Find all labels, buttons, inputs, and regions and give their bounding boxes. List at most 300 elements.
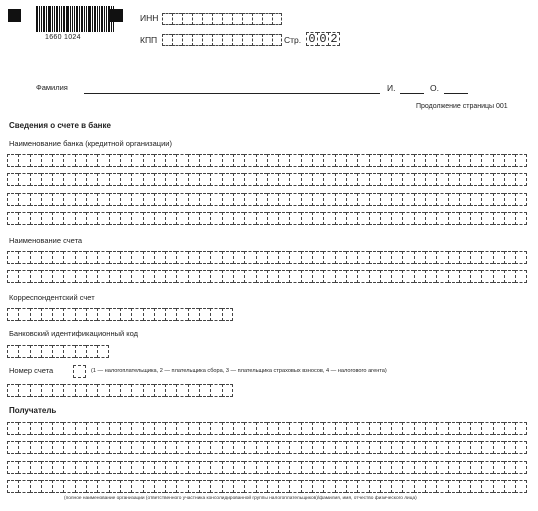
input-cell[interactable] — [75, 173, 86, 186]
input-cell[interactable] — [63, 345, 74, 358]
input-cell[interactable] — [459, 422, 470, 435]
input-cell[interactable] — [425, 270, 436, 283]
input-cell[interactable] — [154, 422, 165, 435]
input-cell[interactable] — [86, 154, 97, 167]
input-cell[interactable] — [210, 212, 221, 225]
input-cell[interactable] — [448, 251, 459, 264]
input-cell[interactable] — [131, 251, 142, 264]
input-cell[interactable] — [232, 34, 242, 46]
input-cell[interactable] — [242, 13, 252, 25]
input-cell[interactable] — [470, 422, 481, 435]
input-cell[interactable] — [504, 461, 515, 474]
input-cell[interactable] — [131, 422, 142, 435]
input-cell[interactable] — [470, 193, 481, 206]
input-cell[interactable] — [18, 461, 29, 474]
input-cell[interactable] — [165, 154, 176, 167]
input-cell[interactable] — [459, 154, 470, 167]
input-cell[interactable] — [256, 480, 267, 493]
input-cell[interactable] — [380, 480, 391, 493]
input-cell[interactable] — [165, 480, 176, 493]
input-cell[interactable] — [402, 251, 413, 264]
input-cell[interactable] — [357, 173, 368, 186]
input-cell[interactable] — [86, 212, 97, 225]
bank-name-row[interactable] — [7, 154, 527, 167]
input-cell[interactable] — [369, 173, 380, 186]
input-cell[interactable] — [63, 308, 74, 321]
input-cell[interactable] — [212, 13, 222, 25]
input-cell[interactable] — [335, 251, 346, 264]
input-cell[interactable] — [154, 173, 165, 186]
input-cell[interactable] — [86, 270, 97, 283]
input-cell[interactable] — [414, 422, 425, 435]
input-cell[interactable] — [97, 480, 108, 493]
input-cell[interactable] — [278, 173, 289, 186]
input-cell[interactable] — [131, 384, 142, 397]
input-cell[interactable] — [470, 461, 481, 474]
input-cell[interactable] — [210, 251, 221, 264]
input-cell[interactable] — [176, 154, 187, 167]
input-cell[interactable] — [7, 154, 18, 167]
input-cell[interactable] — [30, 212, 41, 225]
input-cell[interactable] — [52, 422, 63, 435]
input-cell[interactable] — [448, 480, 459, 493]
input-cell[interactable] — [75, 480, 86, 493]
input-cell[interactable] — [210, 270, 221, 283]
input-cell[interactable] — [165, 384, 176, 397]
input-cell[interactable] — [346, 480, 357, 493]
input-cell[interactable] — [436, 461, 447, 474]
account-number-field[interactable] — [7, 384, 233, 397]
input-cell[interactable] — [335, 422, 346, 435]
input-cell[interactable] — [41, 461, 52, 474]
input-cell[interactable] — [199, 270, 210, 283]
input-cell[interactable] — [256, 270, 267, 283]
input-cell[interactable] — [267, 270, 278, 283]
input-cell[interactable] — [346, 154, 357, 167]
input-cell[interactable] — [267, 480, 278, 493]
input-cell[interactable] — [357, 461, 368, 474]
input-cell[interactable] — [199, 308, 210, 321]
input-cell[interactable] — [233, 212, 244, 225]
input-cell[interactable] — [86, 480, 97, 493]
input-cell[interactable] — [436, 212, 447, 225]
input-cell[interactable] — [18, 193, 29, 206]
input-cell[interactable] — [18, 480, 29, 493]
input-cell[interactable] — [289, 441, 300, 454]
input-cell[interactable] — [278, 441, 289, 454]
input-cell[interactable] — [30, 422, 41, 435]
input-cell[interactable] — [335, 212, 346, 225]
input-cell[interactable] — [86, 308, 97, 321]
input-cell[interactable] — [97, 270, 108, 283]
input-cell[interactable] — [267, 461, 278, 474]
input-cell[interactable] — [470, 154, 481, 167]
input-cell[interactable] — [165, 251, 176, 264]
input-cell[interactable] — [244, 422, 255, 435]
input-cell[interactable] — [131, 212, 142, 225]
input-cell[interactable] — [335, 480, 346, 493]
input-cell[interactable] — [202, 34, 212, 46]
input-cell[interactable] — [267, 212, 278, 225]
input-cell[interactable] — [267, 154, 278, 167]
input-cell[interactable] — [493, 173, 504, 186]
input-cell[interactable] — [481, 173, 492, 186]
input-cell[interactable] — [97, 441, 108, 454]
bik-field[interactable] — [7, 345, 109, 358]
input-cell[interactable] — [41, 441, 52, 454]
input-cell[interactable] — [402, 461, 413, 474]
input-cell[interactable] — [481, 212, 492, 225]
input-cell[interactable] — [515, 480, 526, 493]
input-cell[interactable] — [504, 480, 515, 493]
input-cell[interactable] — [470, 251, 481, 264]
input-cell[interactable] — [252, 34, 262, 46]
input-cell[interactable] — [143, 480, 154, 493]
input-cell[interactable] — [7, 461, 18, 474]
input-cell[interactable] — [7, 212, 18, 225]
input-cell[interactable] — [504, 441, 515, 454]
input-cell[interactable] — [109, 173, 120, 186]
input-cell[interactable] — [312, 193, 323, 206]
input-cell[interactable] — [30, 154, 41, 167]
input-cell[interactable] — [30, 193, 41, 206]
input-cell[interactable] — [41, 212, 52, 225]
bank-name-row[interactable] — [7, 212, 527, 225]
input-cell[interactable] — [75, 345, 86, 358]
input-cell[interactable] — [391, 173, 402, 186]
input-cell[interactable] — [162, 34, 172, 46]
input-cell[interactable] — [414, 461, 425, 474]
input-cell[interactable] — [222, 461, 233, 474]
input-cell[interactable] — [172, 34, 182, 46]
input-cell[interactable] — [357, 154, 368, 167]
input-cell[interactable] — [301, 154, 312, 167]
input-cell[interactable] — [86, 251, 97, 264]
input-cell[interactable] — [199, 154, 210, 167]
input-cell[interactable] — [470, 441, 481, 454]
input-cell[interactable] — [52, 384, 63, 397]
input-cell[interactable] — [109, 270, 120, 283]
input-cell[interactable] — [7, 441, 18, 454]
input-cell[interactable] — [278, 270, 289, 283]
input-cell[interactable] — [143, 441, 154, 454]
input-cell[interactable] — [86, 173, 97, 186]
input-cell[interactable] — [154, 308, 165, 321]
input-cell[interactable] — [301, 193, 312, 206]
input-cell[interactable] — [414, 173, 425, 186]
input-cell[interactable] — [391, 154, 402, 167]
input-cell[interactable] — [278, 422, 289, 435]
input-cell[interactable] — [267, 441, 278, 454]
input-cell[interactable] — [267, 251, 278, 264]
input-cell[interactable] — [7, 270, 18, 283]
input-cell[interactable] — [176, 384, 187, 397]
input-cell[interactable] — [481, 422, 492, 435]
input-cell[interactable] — [154, 384, 165, 397]
input-cell[interactable] — [515, 173, 526, 186]
input-cell[interactable] — [267, 422, 278, 435]
input-cell[interactable] — [18, 441, 29, 454]
input-cell[interactable] — [391, 422, 402, 435]
input-cell[interactable] — [481, 270, 492, 283]
input-cell[interactable] — [278, 193, 289, 206]
input-cell[interactable] — [97, 461, 108, 474]
input-cell[interactable] — [493, 422, 504, 435]
input-cell[interactable] — [63, 384, 74, 397]
input-cell[interactable] — [448, 422, 459, 435]
input-cell[interactable] — [380, 251, 391, 264]
input-cell[interactable] — [369, 251, 380, 264]
account-name-row[interactable] — [7, 251, 527, 264]
input-cell[interactable] — [63, 270, 74, 283]
input-cell[interactable] — [459, 173, 470, 186]
input-cell[interactable] — [210, 384, 221, 397]
input-cell[interactable] — [131, 173, 142, 186]
input-cell[interactable] — [199, 173, 210, 186]
input-cell[interactable] — [391, 441, 402, 454]
input-cell[interactable] — [459, 212, 470, 225]
input-cell[interactable] — [188, 384, 199, 397]
input-cell[interactable] — [380, 154, 391, 167]
input-cell[interactable] — [414, 480, 425, 493]
input-cell[interactable] — [52, 193, 63, 206]
input-cell[interactable] — [493, 270, 504, 283]
input-cell[interactable] — [165, 422, 176, 435]
input-cell[interactable] — [30, 441, 41, 454]
input-cell[interactable] — [63, 461, 74, 474]
input-cell[interactable] — [493, 212, 504, 225]
input-cell[interactable] — [402, 480, 413, 493]
input-cell[interactable] — [192, 34, 202, 46]
input-cell[interactable] — [242, 34, 252, 46]
input-cell[interactable] — [402, 212, 413, 225]
input-cell[interactable] — [176, 441, 187, 454]
input-cell[interactable] — [515, 212, 526, 225]
input-cell[interactable] — [233, 193, 244, 206]
input-cell[interactable] — [131, 193, 142, 206]
input-cell[interactable] — [504, 212, 515, 225]
input-cell[interactable] — [481, 461, 492, 474]
input-cell[interactable] — [192, 13, 202, 25]
input-cell[interactable] — [120, 422, 131, 435]
input-cell[interactable] — [75, 461, 86, 474]
input-cell[interactable] — [97, 173, 108, 186]
input-cell[interactable] — [335, 270, 346, 283]
input-cell[interactable] — [493, 461, 504, 474]
input-cell[interactable] — [272, 13, 282, 25]
input-cell[interactable] — [244, 441, 255, 454]
input-cell[interactable] — [369, 193, 380, 206]
input-cell[interactable] — [41, 154, 52, 167]
input-cell[interactable] — [493, 480, 504, 493]
input-cell[interactable] — [120, 308, 131, 321]
input-cell[interactable] — [86, 193, 97, 206]
input-cell[interactable] — [391, 480, 402, 493]
input-cell[interactable] — [459, 270, 470, 283]
input-cell[interactable] — [75, 441, 86, 454]
input-cell[interactable] — [7, 480, 18, 493]
input-cell[interactable] — [425, 173, 436, 186]
input-cell[interactable] — [7, 422, 18, 435]
input-cell[interactable] — [63, 480, 74, 493]
input-cell[interactable] — [504, 422, 515, 435]
input-cell[interactable] — [41, 251, 52, 264]
input-cell[interactable] — [448, 441, 459, 454]
input-cell[interactable] — [312, 480, 323, 493]
input-cell[interactable] — [323, 193, 334, 206]
input-cell[interactable] — [222, 251, 233, 264]
input-cell[interactable] — [289, 251, 300, 264]
input-cell[interactable] — [41, 384, 52, 397]
input-cell[interactable] — [199, 251, 210, 264]
input-cell[interactable] — [335, 173, 346, 186]
input-cell[interactable] — [222, 154, 233, 167]
input-cell[interactable] — [414, 251, 425, 264]
input-cell[interactable] — [131, 154, 142, 167]
input-cell[interactable] — [154, 251, 165, 264]
input-cell[interactable] — [425, 480, 436, 493]
input-cell[interactable] — [346, 441, 357, 454]
input-cell[interactable] — [120, 441, 131, 454]
input-cell[interactable] — [97, 422, 108, 435]
input-cell[interactable] — [256, 154, 267, 167]
input-cell[interactable] — [143, 422, 154, 435]
input-cell[interactable] — [244, 461, 255, 474]
input-cell[interactable] — [222, 480, 233, 493]
input-cell[interactable] — [188, 308, 199, 321]
input-cell[interactable] — [289, 270, 300, 283]
input-cell[interactable] — [289, 212, 300, 225]
input-cell[interactable] — [244, 173, 255, 186]
input-cell[interactable] — [301, 441, 312, 454]
input-cell[interactable] — [323, 251, 334, 264]
input-cell[interactable] — [233, 270, 244, 283]
input-cell[interactable] — [233, 251, 244, 264]
input-cell[interactable] — [222, 308, 233, 321]
input-cell[interactable] — [143, 154, 154, 167]
input-cell[interactable] — [97, 212, 108, 225]
input-cell[interactable] — [425, 251, 436, 264]
input-cell[interactable] — [63, 193, 74, 206]
input-cell[interactable] — [357, 422, 368, 435]
input-cell[interactable] — [143, 461, 154, 474]
input-cell[interactable] — [176, 173, 187, 186]
input-cell[interactable] — [52, 345, 63, 358]
input-cell[interactable] — [188, 251, 199, 264]
input-cell[interactable] — [380, 193, 391, 206]
input-cell[interactable] — [436, 251, 447, 264]
input-cell[interactable] — [120, 480, 131, 493]
input-cell[interactable] — [493, 441, 504, 454]
input-cell[interactable] — [120, 384, 131, 397]
input-cell[interactable] — [165, 212, 176, 225]
input-cell[interactable] — [346, 270, 357, 283]
input-cell[interactable] — [262, 34, 272, 46]
input-cell[interactable] — [380, 173, 391, 186]
input-cell[interactable] — [143, 270, 154, 283]
input-cell[interactable] — [176, 461, 187, 474]
input-cell[interactable] — [323, 173, 334, 186]
input-cell[interactable] — [402, 422, 413, 435]
input-cell[interactable] — [176, 193, 187, 206]
input-cell[interactable] — [256, 212, 267, 225]
input-cell[interactable] — [120, 461, 131, 474]
input-cell[interactable] — [131, 480, 142, 493]
input-cell[interactable] — [7, 173, 18, 186]
input-cell[interactable] — [301, 270, 312, 283]
input-cell[interactable] — [86, 345, 97, 358]
input-cell[interactable] — [244, 212, 255, 225]
input-cell[interactable] — [52, 480, 63, 493]
input-cell[interactable] — [30, 480, 41, 493]
input-cell[interactable] — [493, 154, 504, 167]
input-cell[interactable] — [504, 251, 515, 264]
input-cell[interactable] — [414, 154, 425, 167]
input-cell[interactable] — [481, 441, 492, 454]
input-cell[interactable] — [425, 193, 436, 206]
input-cell[interactable] — [52, 154, 63, 167]
input-cell[interactable] — [504, 270, 515, 283]
input-cell[interactable] — [86, 384, 97, 397]
input-cell[interactable] — [18, 422, 29, 435]
input-cell[interactable] — [252, 13, 262, 25]
bank-name-row[interactable] — [7, 193, 527, 206]
input-cell[interactable] — [188, 422, 199, 435]
input-cell[interactable] — [425, 154, 436, 167]
input-cell[interactable] — [414, 212, 425, 225]
input-cell[interactable] — [278, 212, 289, 225]
input-cell[interactable] — [52, 270, 63, 283]
input-cell[interactable] — [244, 154, 255, 167]
input-cell[interactable] — [289, 154, 300, 167]
input-cell[interactable] — [199, 461, 210, 474]
input-cell[interactable] — [448, 212, 459, 225]
input-cell[interactable] — [63, 441, 74, 454]
input-cell[interactable] — [97, 384, 108, 397]
account-name-row[interactable] — [7, 270, 527, 283]
input-cell[interactable] — [176, 270, 187, 283]
input-cell[interactable] — [233, 422, 244, 435]
input-cell[interactable] — [109, 193, 120, 206]
input-cell[interactable] — [222, 13, 232, 25]
input-cell[interactable] — [210, 480, 221, 493]
input-cell[interactable] — [380, 422, 391, 435]
input-cell[interactable] — [256, 193, 267, 206]
input-cell[interactable] — [357, 251, 368, 264]
input-cell[interactable] — [210, 308, 221, 321]
input-cell[interactable] — [436, 154, 447, 167]
input-cell[interactable] — [278, 480, 289, 493]
input-cell[interactable] — [63, 212, 74, 225]
input-cell[interactable] — [162, 13, 172, 25]
input-cell[interactable] — [504, 154, 515, 167]
input-cell[interactable] — [470, 480, 481, 493]
input-cell[interactable] — [199, 441, 210, 454]
input-cell[interactable] — [346, 251, 357, 264]
input-cell[interactable] — [30, 270, 41, 283]
input-cell[interactable] — [357, 480, 368, 493]
input-cell[interactable] — [188, 480, 199, 493]
input-cell[interactable] — [75, 154, 86, 167]
input-cell[interactable] — [369, 270, 380, 283]
input-cell[interactable] — [109, 480, 120, 493]
input-cell[interactable] — [188, 461, 199, 474]
input-cell[interactable] — [436, 441, 447, 454]
bank-name-row[interactable] — [7, 173, 527, 186]
input-cell[interactable] — [335, 441, 346, 454]
input-cell[interactable] — [436, 193, 447, 206]
input-cell[interactable] — [380, 270, 391, 283]
